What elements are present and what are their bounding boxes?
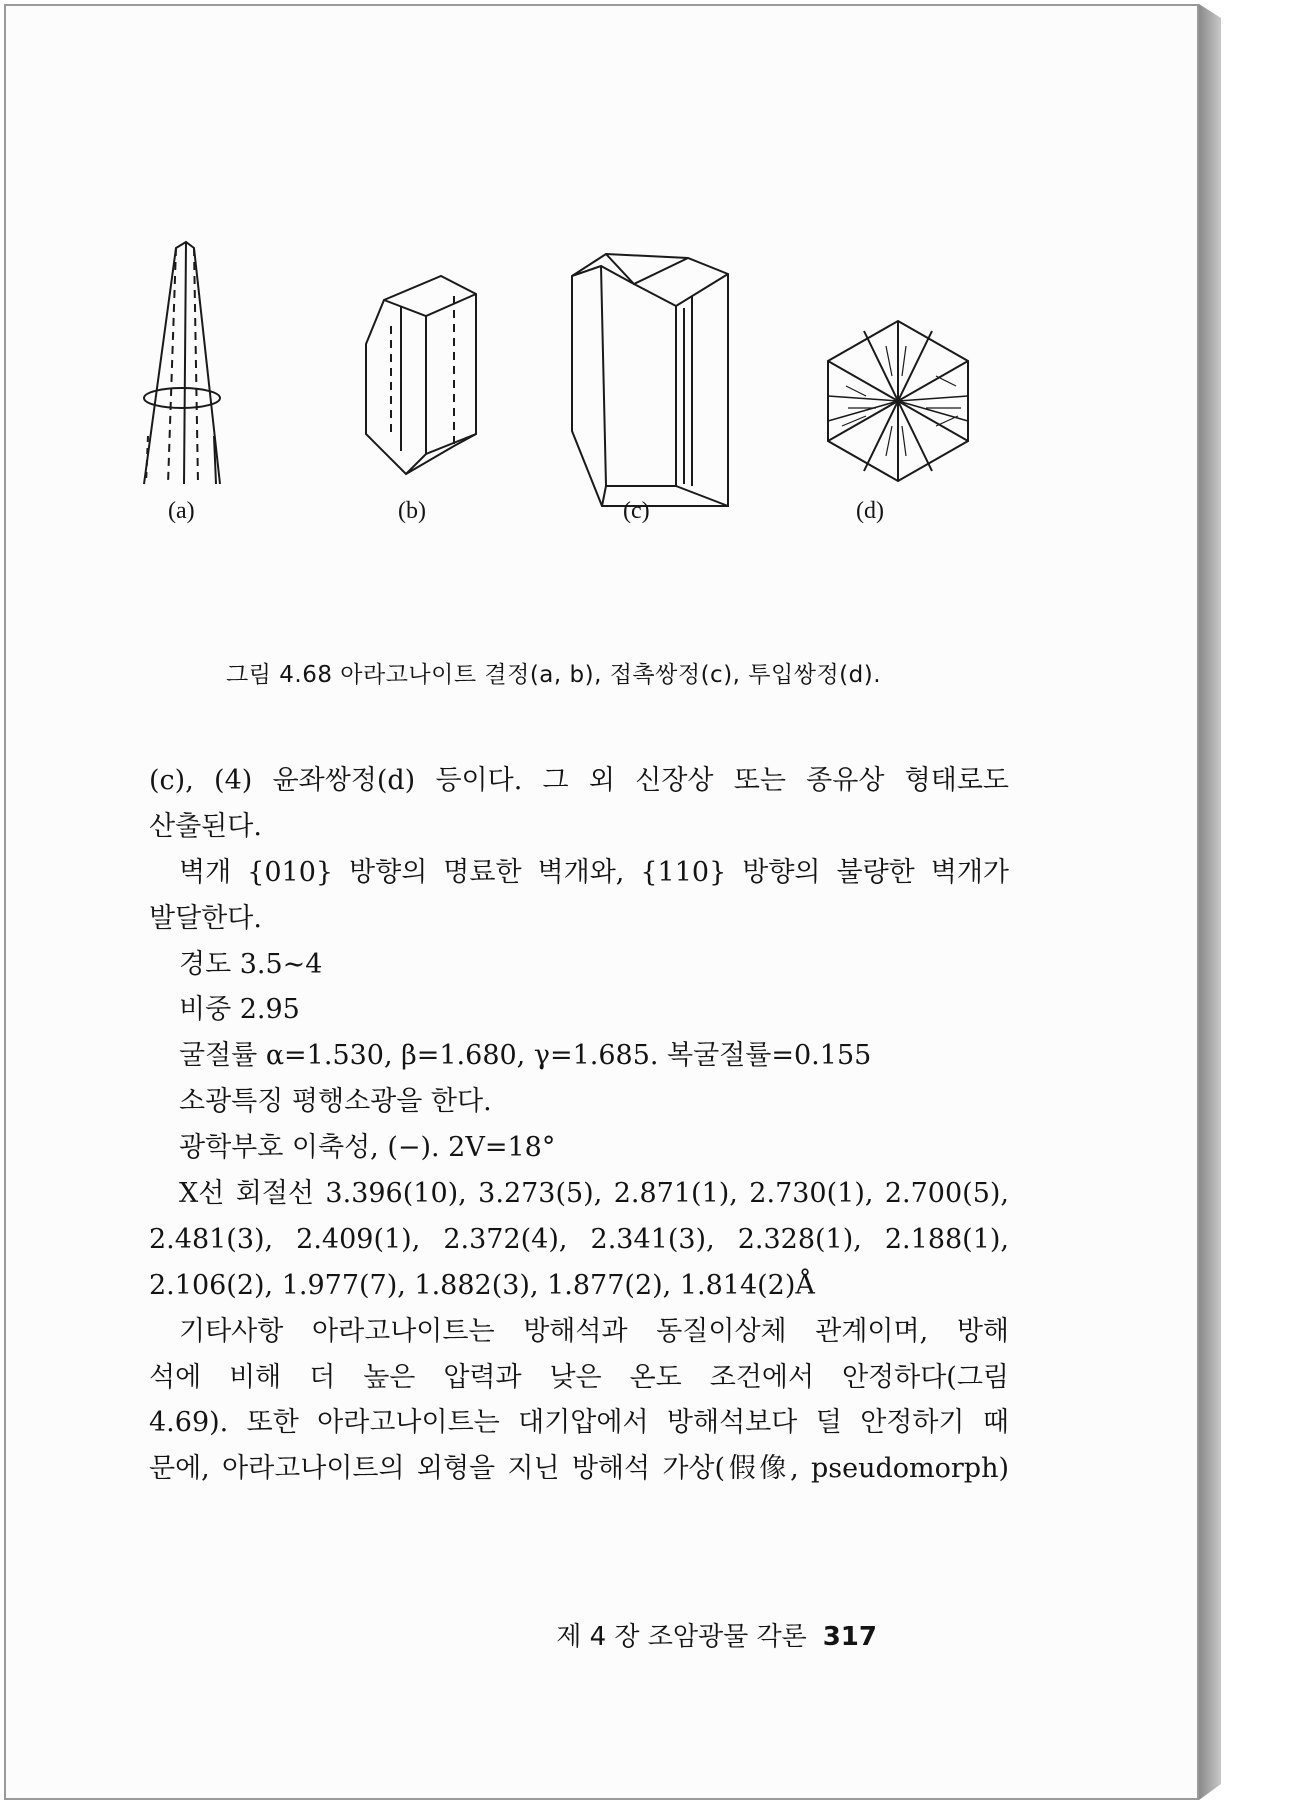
body-line: 비중 2.95: [179, 994, 300, 1026]
book-page: [4, 4, 1199, 1800]
crystal-d-drawing: [828, 321, 968, 481]
body-line: 경도 3.5∼4: [179, 948, 323, 980]
body-line: 2.481(3), 2.409(1), 2.372(4), 2.341(3), 2.328(1), 2.188(1),: [149, 1223, 1009, 1255]
body-line: 굴절률 α=1.530, β=1.680, γ=1.685. 복굴절률=0.155: [179, 1040, 872, 1072]
body-line: (c), (4) 윤좌쌍정(d) 등이다. 그 외 신장상 또는 종유상 형태로도: [149, 765, 1009, 796]
figure-label-b: (b): [398, 498, 426, 524]
body-line: 석에 비해 더 높은 압력과 낮은 온도 조건에서 안정하다(그림: [149, 1361, 1009, 1393]
body-line: X선 회절선 3.396(10), 3.273(5), 2.871(1), 2.730(1), 2.700(5),: [179, 1178, 1009, 1210]
figure-caption: 그림 4.68 아라고나이트 결정(a, b), 접촉쌍정(c), 투입쌍정(d).: [226, 662, 882, 688]
figure-label-c: (c): [623, 498, 650, 524]
body-line: 산출된다.: [149, 810, 262, 842]
page-edge-shadow: [1199, 4, 1247, 1800]
body-text: [149, 758, 1009, 1492]
body-line: 벽개 {010} 방향의 명료한 벽개와, {110} 방향의 불량한 벽개가: [179, 856, 1009, 888]
figure-label-a: (a): [168, 498, 195, 524]
crystal-b-drawing: [366, 276, 476, 474]
body-line: 광학부호 이축성, (−). 2V=18°: [179, 1132, 556, 1164]
page-footer: [556, 1616, 877, 1653]
body-line: 소광특징 평행소광을 한다.: [179, 1086, 492, 1118]
chapter-title: 제 4 장 조암광물 각론: [556, 1622, 807, 1652]
body-line: 문에, 아라고나이트의 외형을 지닌 방해석 가상(假像, pseudomorph): [149, 1453, 1009, 1485]
crystal-figure: [136, 236, 1016, 616]
page-number: 317: [822, 1622, 877, 1652]
figure-label-d: (d): [856, 498, 884, 524]
body-line: 발달한다.: [149, 902, 262, 934]
crystal-a-drawing: [144, 242, 220, 484]
body-line: 기타사항 아라고나이트는 방해석과 동질이상체 관계이며, 방해: [179, 1315, 1009, 1347]
crystal-drawings: [136, 236, 1016, 536]
body-line: 4.69). 또한 아라고나이트는 대기압에서 방해석보다 덜 안정하기 때: [149, 1407, 1009, 1439]
body-line: 2.106(2), 1.977(7), 1.882(3), 1.877(2), 1.814(2)Å: [149, 1269, 815, 1301]
crystal-c-drawing: [572, 254, 728, 506]
